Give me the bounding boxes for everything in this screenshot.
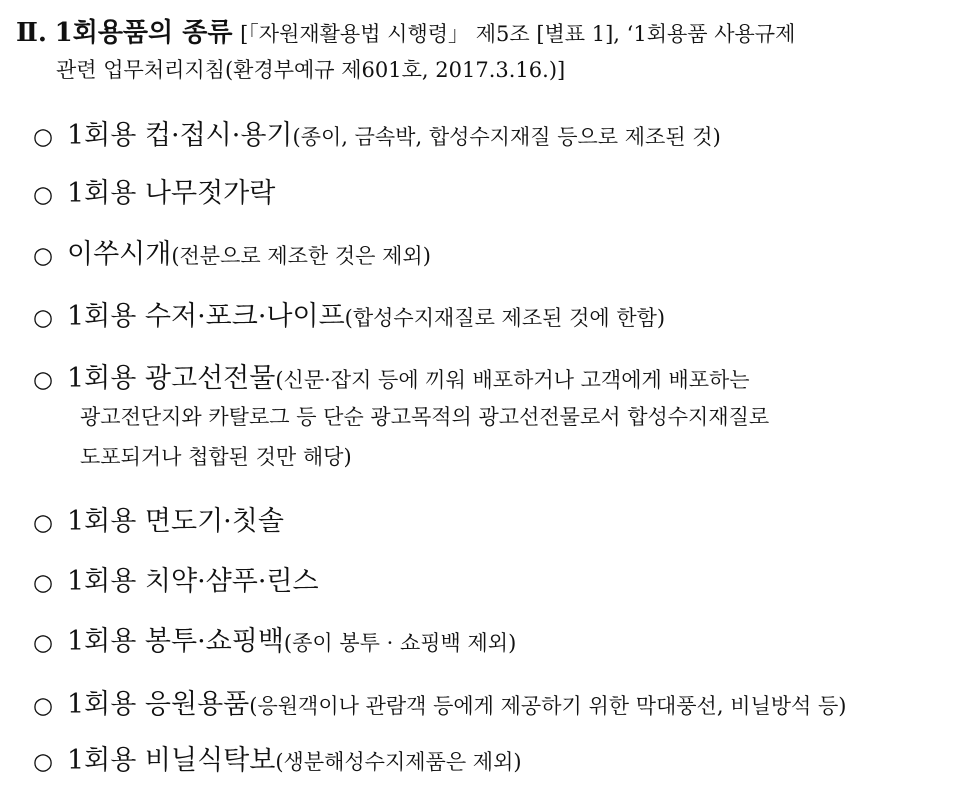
bullet-circle: ○ [33,570,54,596]
item-title: 1회용 응원용품 [67,689,250,720]
bullet-circle: ○ [33,305,54,331]
item-title: 1회용 수저·포크·나이프 [67,301,345,332]
item-note: (신문·잡지 등에 끼워 배포하거나 고객에게 배포하는 [275,368,750,392]
item-note: (종이 봉투 · 쇼핑백 제외) [283,631,517,655]
item-note-continued: 도포되거나 첩합된 것만 해당) [80,445,352,469]
section-number: Ⅱ. [16,18,47,48]
bullet-circle: ○ [33,749,54,775]
item-note-continued: 광고전단지와 카탈로그 등 단순 광고목적의 광고선전물로서 합성수지재질로 [80,405,770,429]
item-note: (합성수지재질로 제조된 것에 한함) [344,306,666,330]
list-item [33,559,975,598]
list-item [33,171,975,210]
section-title: 1회용품의 종류 [54,18,233,48]
list-item [33,738,975,777]
bullet-circle: ○ [33,243,54,269]
item-title: 1회용 비닐식탁보 [67,745,276,776]
item-note: (응원객이나 관람객 등에게 제공하기 위한 막대풍선, 비닐방석 등) [249,694,847,718]
item-title: 1회용 치약·샴푸·린스 [67,566,319,597]
item-note: (전분으로 제조한 것은 제외) [171,244,431,268]
item-title: 1회용 봉투·쇼핑백 [67,626,284,657]
section-reference: [「자원재활용법 시행령」 제5조 [별표 1], ‘1회용품 사용규제 [240,22,796,46]
bullet-circle: ○ [33,124,54,150]
list-item [33,356,975,395]
bullet-circle: ○ [33,367,54,393]
bullet-circle: ○ [33,182,54,208]
list-item [33,499,975,538]
item-note: (생분해성수지제품은 제외) [275,750,522,774]
list-item [33,232,975,271]
list-item [33,682,975,721]
list-item [33,619,975,658]
item-title: 1회용 컵·접시·용기 [67,120,293,151]
bullet-circle: ○ [33,510,54,536]
item-title: 1회용 면도기·칫솔 [67,506,284,537]
bullet-circle: ○ [33,693,54,719]
section-reference-continued: 관련 업무처리지침(환경부예규 제601호, 2017.3.16.)] [56,58,566,82]
item-title: 1회용 광고선전물 [67,363,276,394]
list-item [33,113,975,152]
bullet-circle: ○ [33,630,54,656]
section-heading [16,14,974,53]
item-title: 1회용 나무젓가락 [67,178,276,209]
item-note: (종이, 금속박, 합성수지재질 등으로 제조된 것) [292,125,721,149]
item-title: 이쑤시개 [67,239,172,270]
list-item [33,294,975,333]
